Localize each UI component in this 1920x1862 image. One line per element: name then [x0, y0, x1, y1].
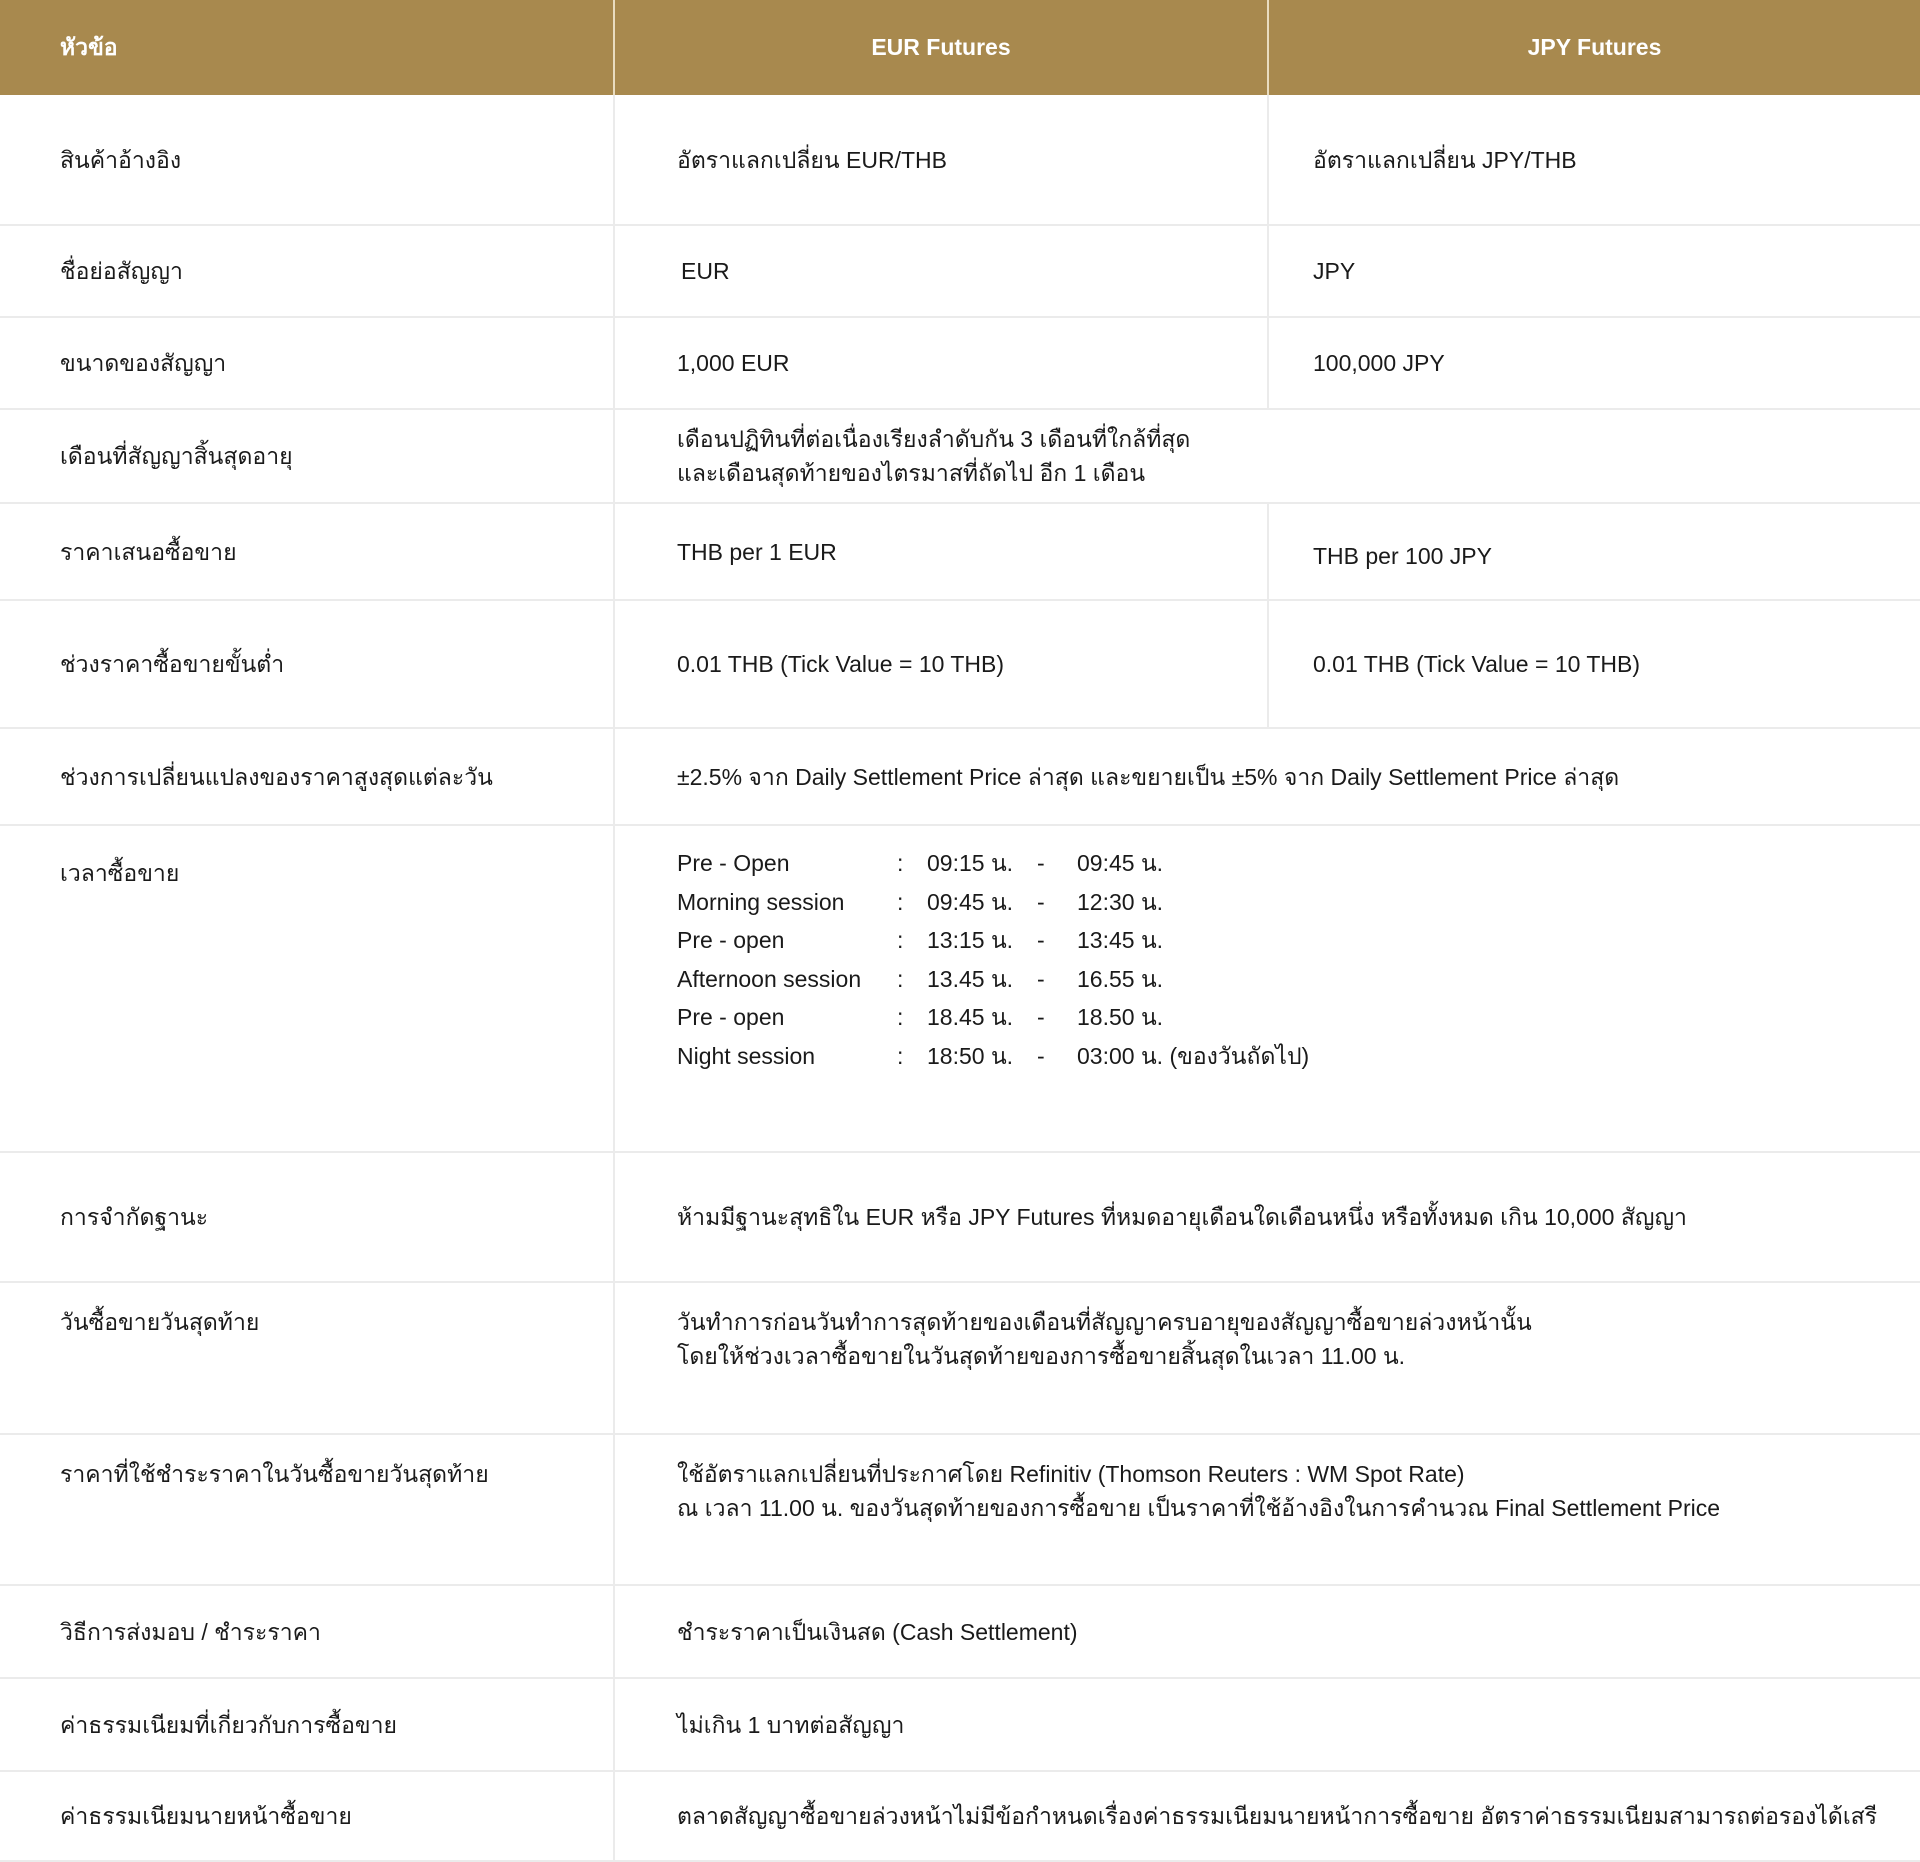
row-last-trading-day	[0, 1282, 1920, 1434]
row-label: สินค้าอ้างอิง	[0, 95, 614, 225]
row-min-tick	[0, 600, 1920, 728]
session-list	[677, 844, 1920, 1075]
row-symbol	[0, 225, 1920, 317]
shared-value: ตลาดสัญญาซื้อขายล่วงหน้าไม่มีข้อกำหนดเรื่องค่าธรรมเนียมนายหน้าการซื้อขาย อัตราค่าธรรมเนียมสามารถต่อรองได้เสรี	[614, 1771, 1920, 1861]
session-row	[677, 844, 1920, 883]
table-header	[0, 0, 1920, 95]
session-row	[677, 883, 1920, 922]
session-start: 09:15 น.	[927, 850, 1014, 877]
header-eur-futures: EUR Futures	[614, 0, 1268, 95]
session-colon: :	[897, 850, 904, 877]
row-contract-size	[0, 317, 1920, 409]
row-label: วิธีการส่งมอบ / ชำระราคา	[0, 1585, 614, 1678]
session-dash: -	[1037, 888, 1045, 915]
header-jpy-futures: JPY Futures	[1268, 0, 1920, 95]
jpy-value	[1268, 503, 1920, 600]
row-settlement-method	[0, 1585, 1920, 1678]
row-label: ราคาเสนอซื้อขาย	[0, 503, 614, 600]
row-underlying	[0, 95, 1920, 225]
value-line: โดยให้ช่วงเวลาซื้อขายในวันสุดท้ายของการซื้อขายสิ้นสุดในเวลา 11.00 น.	[677, 1343, 1406, 1369]
shared-value: ชำระราคาเป็นเงินสด (Cash Settlement)	[614, 1585, 1920, 1678]
session-start: 13.45 น.	[927, 965, 1014, 992]
jpy-value: 100,000 JPY	[1268, 317, 1920, 409]
session-name: Night session	[677, 1042, 816, 1069]
row-position-limit	[0, 1152, 1920, 1282]
session-start: 18.45 น.	[927, 1004, 1014, 1031]
value-line: ใช้อัตราแลกเปลี่ยนที่ประกาศโดย Refinitiv (Thomson Reuters : WM Spot Rate)	[677, 1461, 1465, 1487]
jpy-value: JPY	[1268, 225, 1920, 317]
table-body	[0, 95, 1920, 1861]
eur-value: THB per 1 EUR	[614, 503, 1268, 600]
session-dash: -	[1037, 1042, 1045, 1069]
header-row	[0, 0, 1920, 95]
row-price-quotation	[0, 503, 1920, 600]
session-dash: -	[1037, 850, 1045, 877]
row-label: ค่าธรรมเนียมนายหน้าซื้อขาย	[0, 1771, 614, 1861]
session-start: 18:50 น.	[927, 1042, 1014, 1069]
row-daily-limit	[0, 728, 1920, 825]
row-label: ค่าธรรมเนียมที่เกี่ยวกับการซื้อขาย	[0, 1678, 614, 1771]
session-colon: :	[897, 888, 904, 915]
session-dash: -	[1037, 927, 1045, 954]
session-colon: :	[897, 1004, 904, 1031]
jpy-value: 0.01 THB (Tick Value = 10 THB)	[1268, 600, 1920, 728]
session-end: 03:00 น. (ของวันถัดไป)	[1077, 1042, 1310, 1069]
session-row	[677, 1037, 1920, 1076]
shared-value: ไม่เกิน 1 บาทต่อสัญญา	[614, 1678, 1920, 1771]
value-line: วันทำการก่อนวันทำการสุดท้ายของเดือนที่สัญญาครบอายุของสัญญาซื้อขายล่วงหน้านั้น	[677, 1309, 1532, 1335]
shared-value	[614, 409, 1920, 503]
shared-value	[614, 1434, 1920, 1585]
session-name: Pre - Open	[677, 850, 790, 877]
row-label: เดือนที่สัญญาสิ้นสุดอายุ	[0, 409, 614, 503]
session-end: 16.55 น.	[1077, 965, 1164, 992]
row-label: เวลาซื้อขาย	[0, 825, 614, 1152]
header-topic: หัวข้อ	[0, 0, 614, 95]
session-name: Morning session	[677, 888, 845, 915]
session-end: 09:45 น.	[1077, 850, 1164, 877]
row-trading-hours	[0, 825, 1920, 1152]
row-final-settlement-price	[0, 1434, 1920, 1585]
value-line: ณ เวลา 11.00 น. ของวันสุดท้ายของการซื้อขาย เป็นราคาที่ใช้อ้างอิงในการคำนวณ Final Settlement Price	[677, 1495, 1721, 1521]
session-start: 13:15 น.	[927, 927, 1014, 954]
session-end: 12:30 น.	[1077, 888, 1164, 915]
session-end: 13:45 น.	[1077, 927, 1164, 954]
session-colon: :	[897, 1042, 904, 1069]
row-broker-fee	[0, 1771, 1920, 1861]
session-end: 18.50 น.	[1077, 1004, 1164, 1031]
session-row	[677, 960, 1920, 999]
session-name: Pre - open	[677, 927, 785, 954]
value-line: และเดือนสุดท้ายของไตรมาสที่ถัดไป อีก 1 เดือน	[677, 460, 1146, 486]
row-label: ราคาที่ใช้ชำระราคาในวันซื้อขายวันสุดท้าย	[0, 1434, 614, 1585]
jpy-value-text: THB per 100 JPY	[1313, 542, 1492, 569]
session-start: 09:45 น.	[927, 888, 1014, 915]
session-row	[677, 998, 1920, 1037]
row-label: ชื่อย่อสัญญา	[0, 225, 614, 317]
row-contract-months	[0, 409, 1920, 503]
eur-value: อัตราแลกเปลี่ยน EUR/THB	[614, 95, 1268, 225]
row-label: ช่วงการเปลี่ยนแปลงของราคาสูงสุดแต่ละวัน	[0, 728, 614, 825]
shared-value: ห้ามมีฐานะสุทธิใน EUR หรือ JPY Futures ที่หมดอายุเดือนใดเดือนหนึ่ง หรือทั้งหมด เกิน 10,000 สัญญา	[614, 1152, 1920, 1282]
row-label: วันซื้อขายวันสุดท้าย	[0, 1282, 614, 1434]
row-label: ขนาดของสัญญา	[0, 317, 614, 409]
row-label: การจำกัดฐานะ	[0, 1152, 614, 1282]
eur-value: EUR	[614, 225, 1268, 317]
session-row	[677, 921, 1920, 960]
eur-value: 0.01 THB (Tick Value = 10 THB)	[614, 600, 1268, 728]
session-name: Pre - open	[677, 1004, 785, 1031]
jpy-value: อัตราแลกเปลี่ยน JPY/THB	[1268, 95, 1920, 225]
shared-value	[614, 1282, 1920, 1434]
sessions-cell	[614, 825, 1920, 1152]
eur-value: 1,000 EUR	[614, 317, 1268, 409]
session-colon: :	[897, 965, 904, 992]
session-name: Afternoon session	[677, 965, 862, 992]
row-label: ช่วงราคาซื้อขายขั้นต่ำ	[0, 600, 614, 728]
session-colon: :	[897, 927, 904, 954]
session-dash: -	[1037, 1004, 1045, 1031]
shared-value: ±2.5% จาก Daily Settlement Price ล่าสุด และขยายเป็น ±5% จาก Daily Settlement Price ล่าสุด	[614, 728, 1920, 825]
row-trading-fee	[0, 1678, 1920, 1771]
value-line: เดือนปฏิทินที่ต่อเนื่องเรียงลำดับกัน 3 เดือนที่ใกล้ที่สุด	[677, 426, 1191, 452]
session-dash: -	[1037, 965, 1045, 992]
